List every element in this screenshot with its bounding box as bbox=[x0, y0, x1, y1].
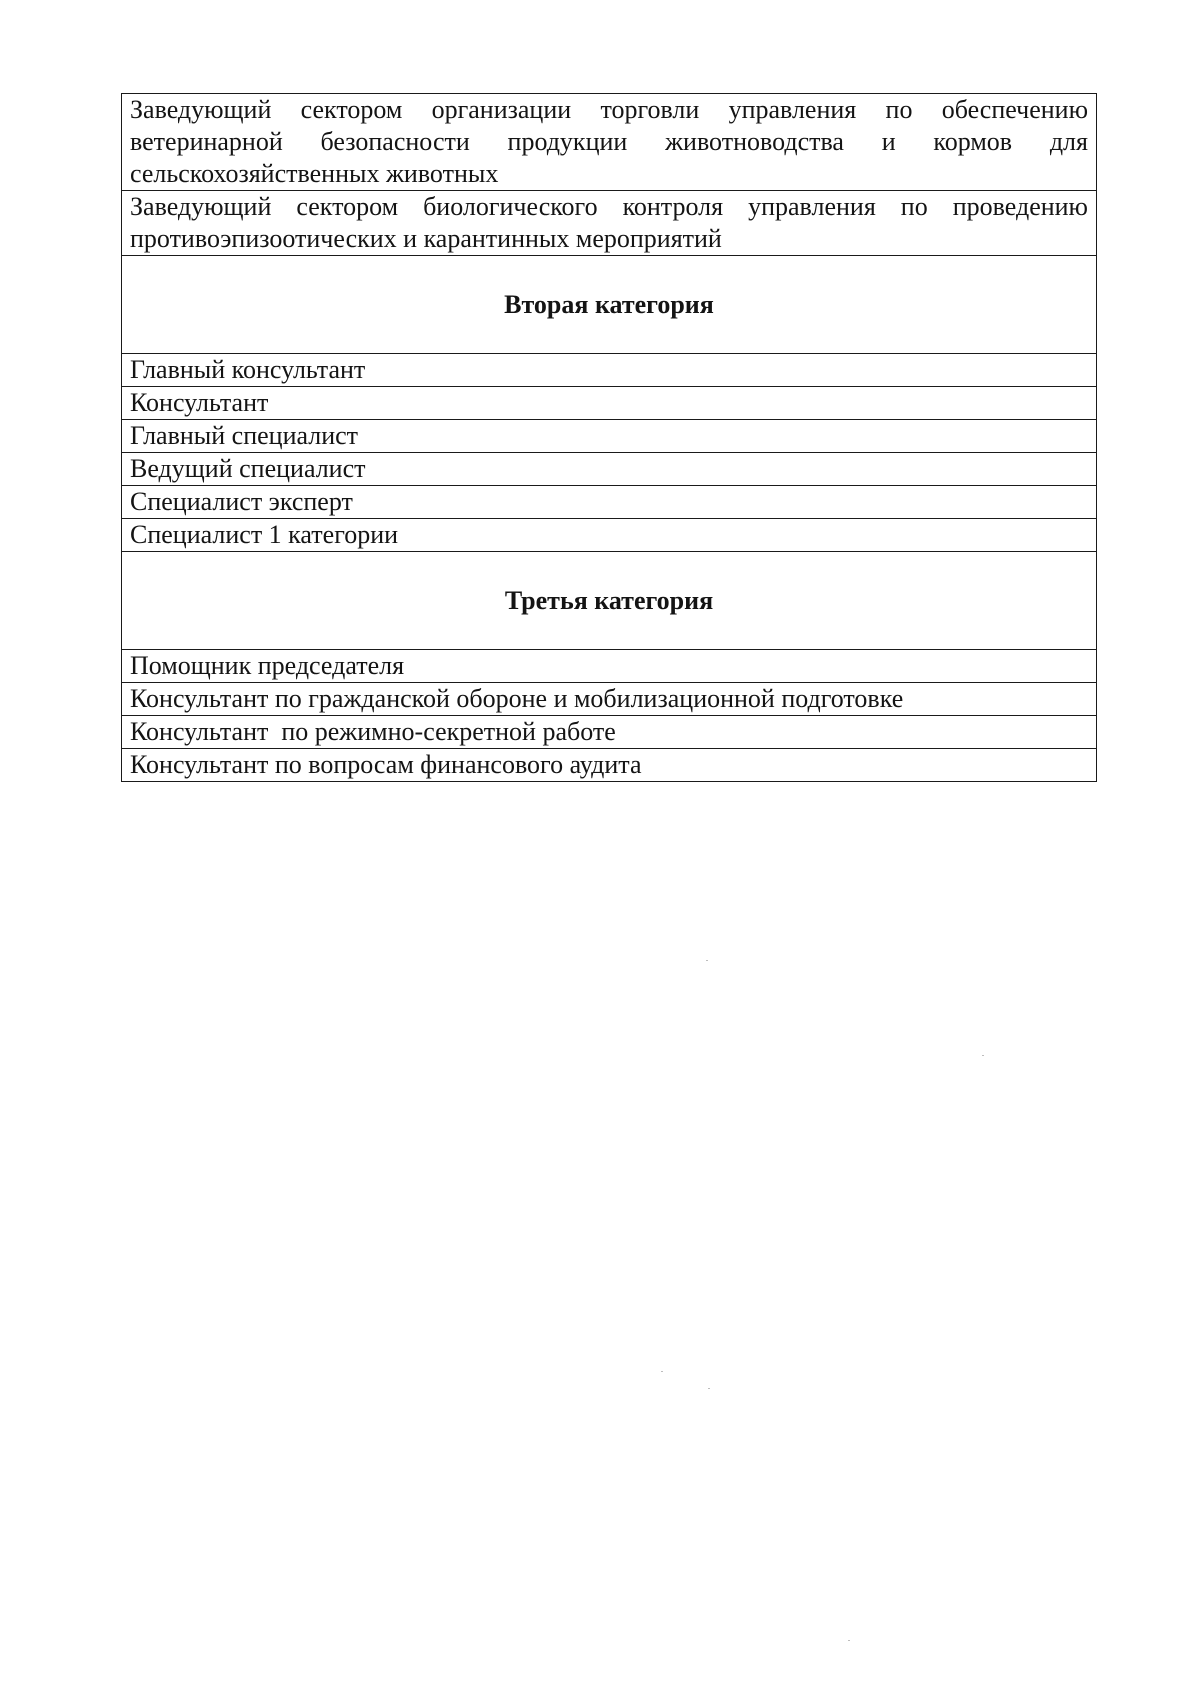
table-row bbox=[122, 716, 1097, 749]
table-row bbox=[122, 387, 1097, 420]
position-cell: Консультант по режимно-секретной работе bbox=[122, 716, 1097, 749]
scan-speck bbox=[982, 1055, 984, 1056]
position-cell: Помощник председателя bbox=[122, 650, 1097, 683]
position-cell: Специалист эксперт bbox=[122, 486, 1097, 519]
position-cell: Консультант по вопросам финансового аудита bbox=[122, 749, 1097, 782]
position-cell: Специалист 1 категории bbox=[122, 519, 1097, 552]
position-cell: Главный консультант bbox=[122, 354, 1097, 387]
scan-speck bbox=[706, 960, 708, 961]
table-row bbox=[122, 420, 1097, 453]
table-row bbox=[122, 650, 1097, 683]
scan-speck bbox=[708, 1388, 710, 1389]
position-cell: Консультант bbox=[122, 387, 1097, 420]
table-row bbox=[122, 191, 1097, 256]
category-heading-row bbox=[122, 552, 1097, 650]
category-heading-row bbox=[122, 256, 1097, 354]
category-heading-second: Вторая категория bbox=[122, 256, 1097, 354]
scan-speck bbox=[848, 1640, 850, 1641]
table-row bbox=[122, 354, 1097, 387]
position-cell: Главный специалист bbox=[122, 420, 1097, 453]
position-cell: Ведущий специалист bbox=[122, 453, 1097, 486]
position-cell: Заведующий сектором организации торговли управления по обеспечению ветеринарной безопасности продукции животноводства и кормов для сельскохозяйственных животных bbox=[122, 94, 1097, 191]
positions-table bbox=[121, 93, 1097, 782]
scan-speck bbox=[661, 1371, 663, 1372]
table-row bbox=[122, 519, 1097, 552]
table-row bbox=[122, 683, 1097, 716]
table-row bbox=[122, 453, 1097, 486]
table-row bbox=[122, 486, 1097, 519]
table-row bbox=[122, 749, 1097, 782]
category-heading-third: Третья категория bbox=[122, 552, 1097, 650]
table-row bbox=[122, 94, 1097, 191]
position-cell: Заведующий сектором биологического контроля управления по проведению противоэпизоотических и карантинных мероприятий bbox=[122, 191, 1097, 256]
position-cell: Консультант по гражданской обороне и мобилизационной подготовке bbox=[122, 683, 1097, 716]
